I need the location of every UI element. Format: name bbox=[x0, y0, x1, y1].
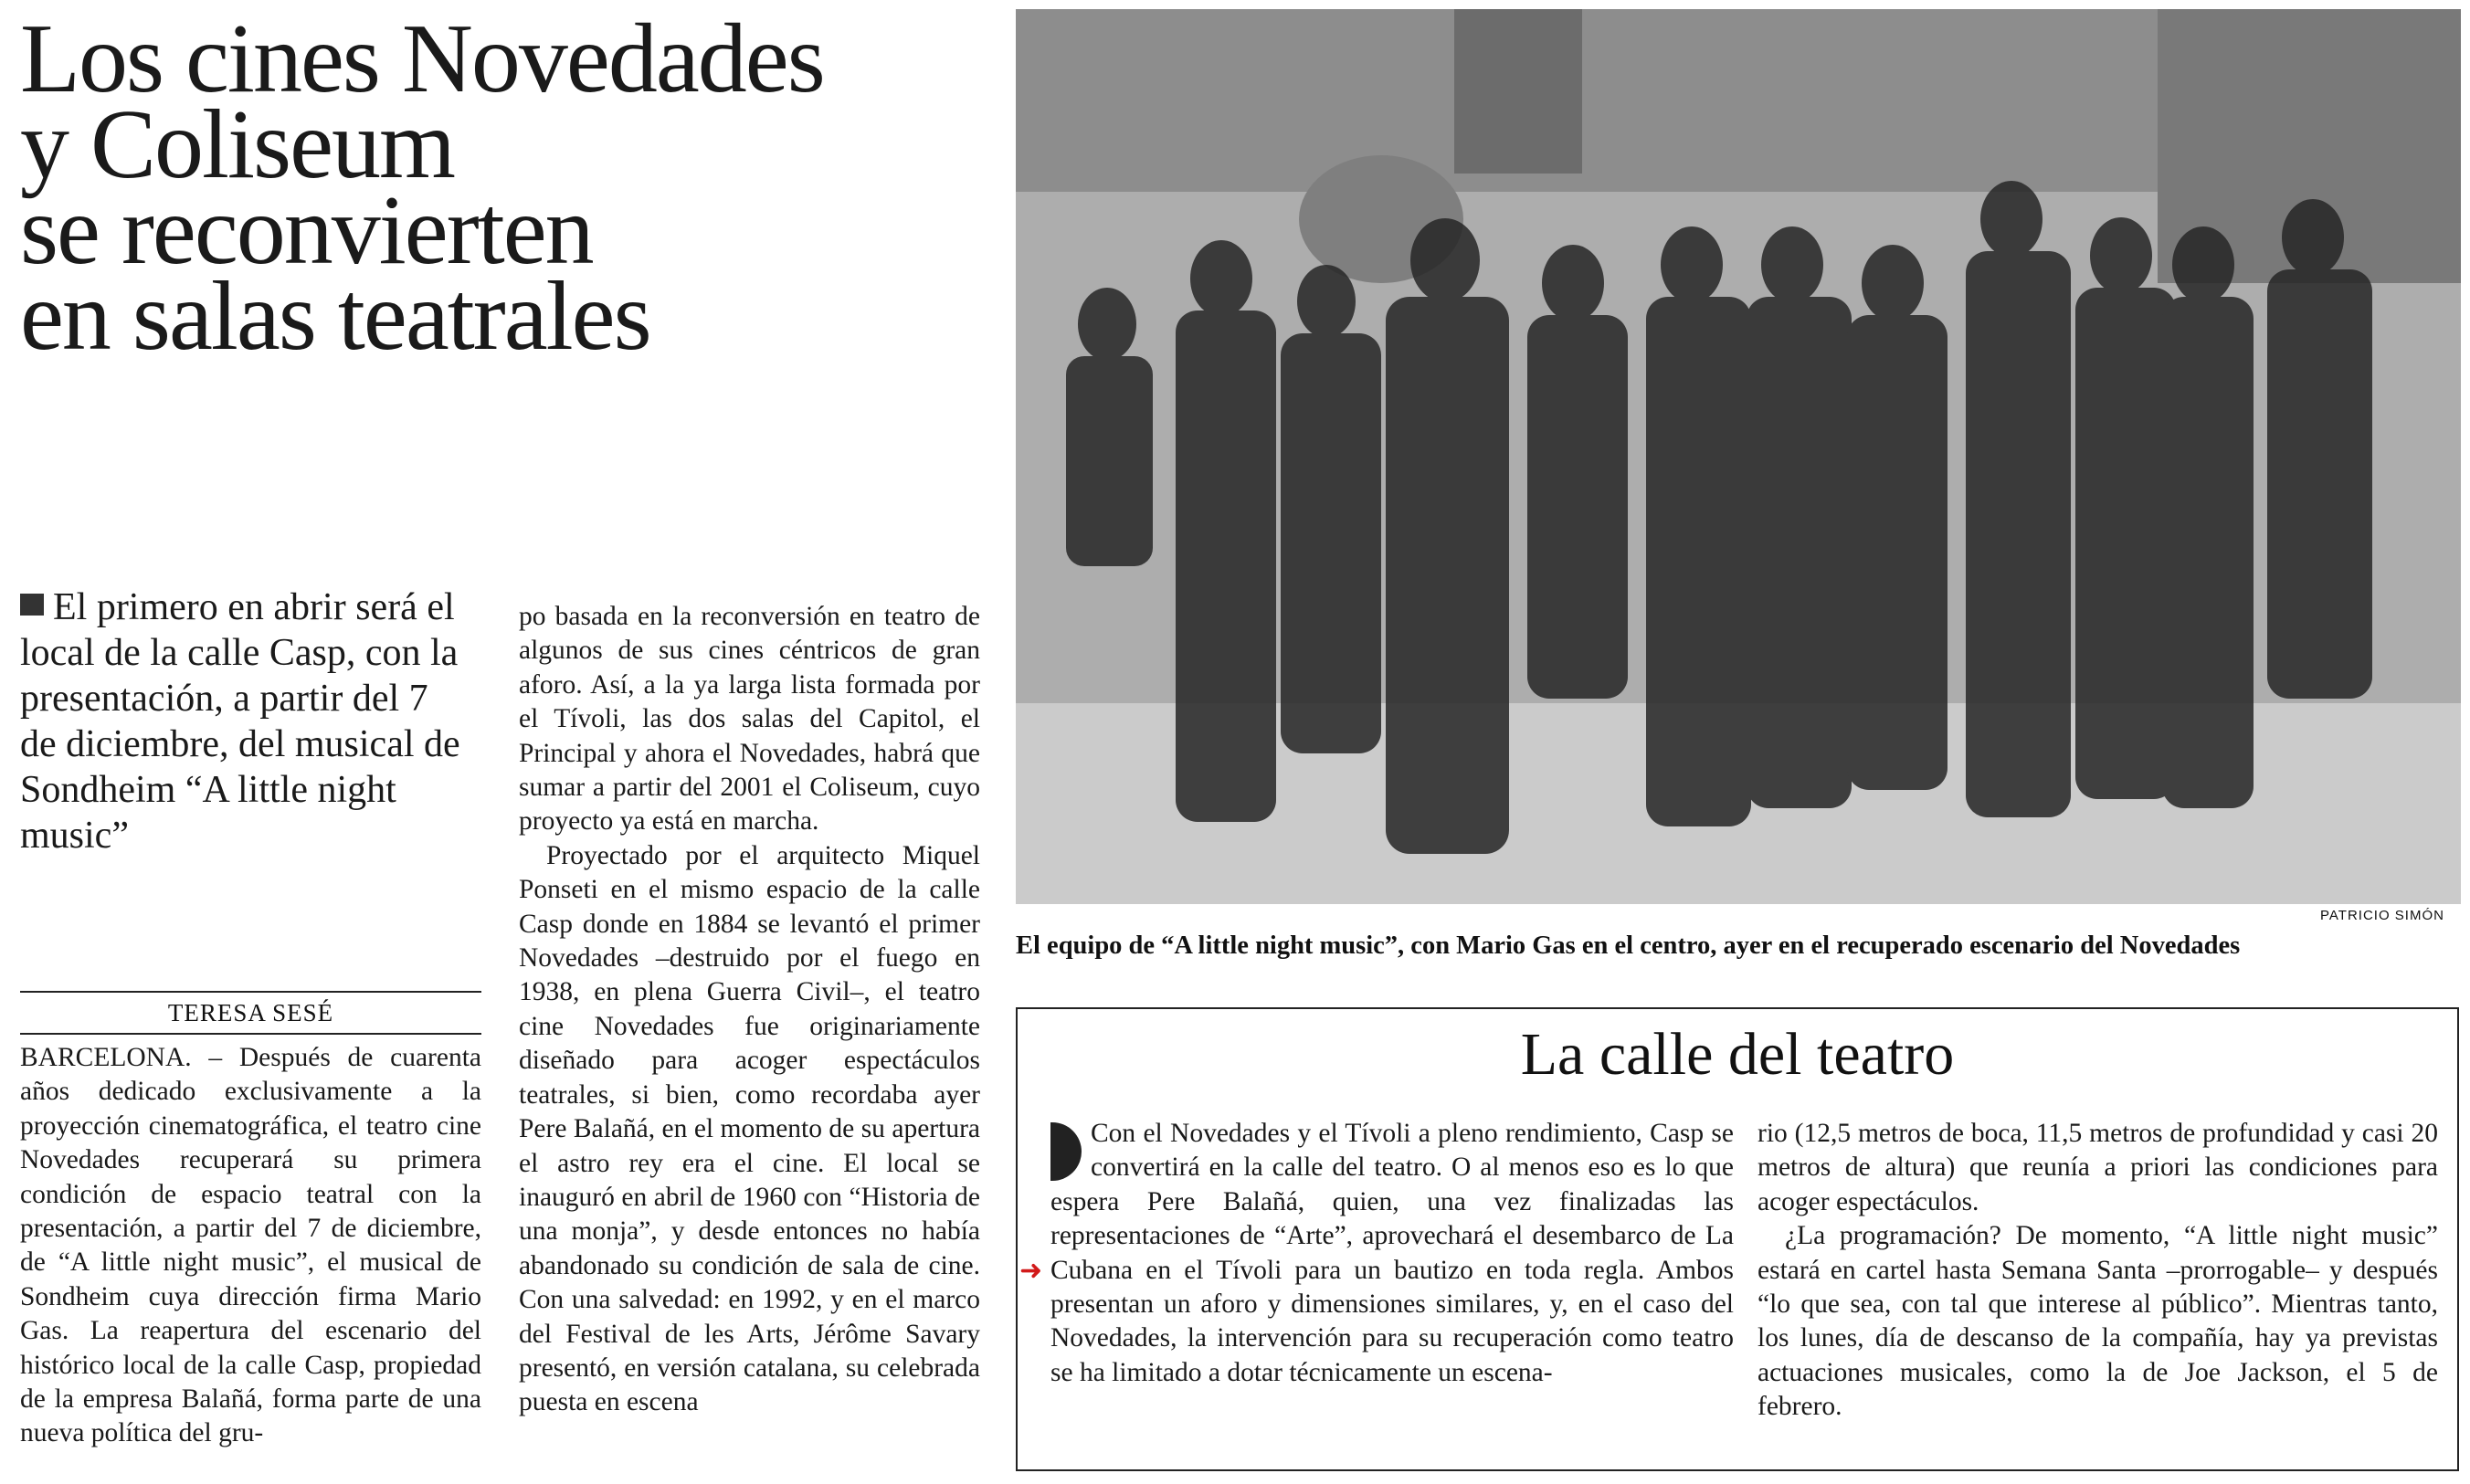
photo-caption: El equipo de “A little night music”, con Mario Gas en el centro, ayer en el recuperado escenario del Novedades bbox=[1016, 931, 2241, 960]
sidebar-box bbox=[1016, 1007, 2459, 1471]
article-column-1 bbox=[20, 1041, 481, 1451]
paragraph: BARCELONA. – Después de cuarenta años dedicado exclusivamente a la proyección cinematográfica, el teatro cine Novedades recuperará su primera condición de espacio teatral con la presentación, a partir del 7 de diciembre, de “A little night music”, el musical de Sondheim cuya dirección firma Mario Gas. La reapertura del escenario del histórico local de la calle Casp, propiedad de la empresa Balañá, forma parte de una nueva política del gru- bbox=[20, 1043, 481, 1448]
paragraph: ¿La programación? De momento, “A little night music” estará en cartel hasta Semana Santa –prorrogable– y después “lo que sea, con tal que interese al público”. Mientras tanto, los lunes, día de descanso de la compañía, hay ya previstas actuaciones musicales, como la de Joe Jackson, el 5 de febrero. bbox=[1758, 1221, 2438, 1422]
arrow-icon: ➜ bbox=[1019, 1256, 1043, 1286]
subheadline-text: El primero en abrir será el local de la calle Casp, con la presentación, a partir del 7 de diciembre, del musical de Sondheim “A little night music” bbox=[20, 586, 460, 857]
paragraph: Con el Novedades y el Tívoli a pleno rendimiento, Casp se convertirá en la calle del teatro. O al menos eso es lo que espera Pere Balañá, quien, una vez finalizadas las representaciones de “Arte”, aprovechará el desembarco de La Cubana en el Tívoli para un bautizo en toda regla. Ambos presentan un aforo y dimensiones similares, y, en el caso del Novedades, la intervención para su recuperación como teatro se ha limitado a dotar técnicamente un escena- bbox=[1050, 1119, 1734, 1387]
headline-line: en salas teatrales bbox=[20, 262, 650, 371]
sidebar-column-2 bbox=[1758, 1117, 2438, 1425]
paragraph: Proyectado por el arquitecto Miquel Ponseti en el mismo espacio de la calle Casp donde en 1884 se levantó el primer Novedades –destruido por el fuego en 1938, en plena Guerra Civil–, el teatro cine Novedades fue originariamente diseñado para acoger espectáculos teatrales, si bien, como recordaba ayer Pere Balañá, en el momento de su apertura el astro rey era el cine. El local se inauguró en abril de 1960 con “Historia de una monja”, y desde entonces no había abandonado su condición de sala de cine. Con una salvedad: en 1992, y en el marco del Festival de les Arts, Jérôme Savary presentó, en versión catalana, su celebrada puesta en escena bbox=[519, 840, 980, 1417]
headline-line: se reconvierten bbox=[20, 176, 593, 285]
byline: TERESA SESÉ bbox=[20, 991, 481, 1035]
headline bbox=[20, 5, 988, 371]
article-column-2 bbox=[519, 600, 980, 1420]
sidebar-title: La calle del teatro bbox=[1520, 1021, 1955, 1088]
photo-credit: PATRICIO SIMÓN bbox=[2320, 908, 2444, 923]
headline-line: y Coliseum bbox=[20, 90, 455, 199]
paragraph: po basada en la reconversión en teatro de algunos de sus cines céntricos de gran aforo. Así, a la ya larga lista formada por el Tívoli, las dos salas del Capitol, el Principal y ahora el Novedades, habrá que sumar a partir del 2001 el Coliseum, cuyo proyecto ya está en marcha. bbox=[519, 602, 980, 837]
subheadline bbox=[20, 584, 468, 858]
paragraph: rio (12,5 metros de boca, 11,5 metros de profundidad y casi 20 metros de altura) que reunía a priori las condiciones para acoger espectáculos. bbox=[1758, 1119, 2438, 1216]
group-photo bbox=[1016, 9, 2461, 904]
sidebar-column-1 bbox=[1019, 1117, 1734, 1390]
bullet-icon bbox=[20, 594, 44, 616]
headline-line: Los cines Novedades bbox=[20, 5, 824, 113]
